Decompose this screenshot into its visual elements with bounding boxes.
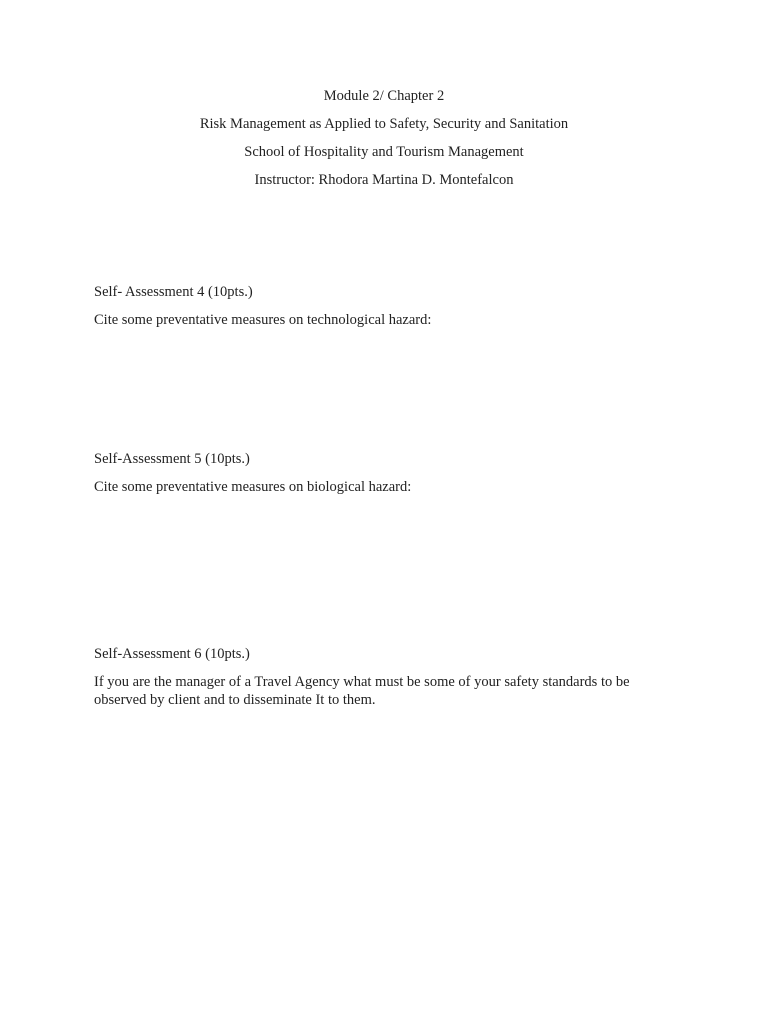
self-assessment-4-prompt: Cite some preventative measures on technological hazard: xyxy=(94,312,432,328)
self-assessment-6-prompt: If you are the manager of a Travel Agency what must be some of your safety standards to be observed by client and to disseminate It to them. xyxy=(94,674,630,708)
school-name: School of Hospitality and Tourism Management xyxy=(244,144,524,160)
self-assessment-5-title: Self-Assessment 5 (10pts.) xyxy=(94,451,250,467)
module-heading: Module 2/ Chapter 2 xyxy=(323,88,445,104)
instructor-name: Instructor: Rhodora Martina D. Montefalcon xyxy=(254,172,514,188)
self-assessment-6-title: Self-Assessment 6 (10pts.) xyxy=(94,646,250,662)
course-title: Risk Management as Applied to Safety, Security and Sanitation xyxy=(199,116,569,132)
self-assessment-5-prompt: Cite some preventative measures on biological hazard: xyxy=(94,479,412,495)
self-assessment-4-title: Self- Assessment 4 (10pts.) xyxy=(94,284,253,300)
